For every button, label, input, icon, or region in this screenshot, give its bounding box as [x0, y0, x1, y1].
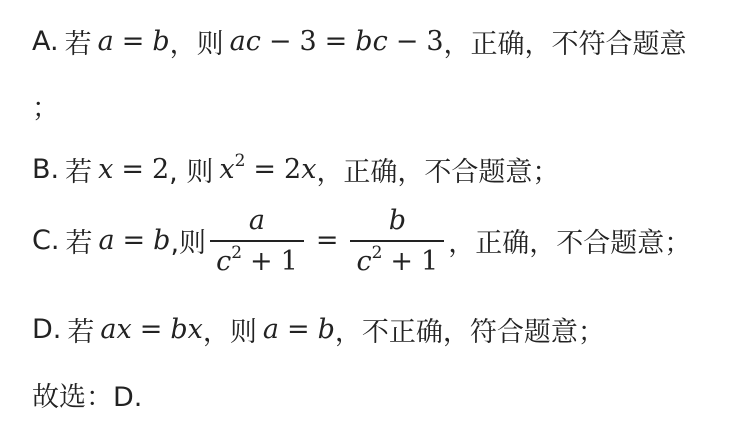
- option-b-ze: , 则: [169, 157, 214, 188]
- option-b-line: [32, 150, 559, 189]
- fraction-left: $\frac{a}{c^2 + 1}$: [210, 205, 304, 277]
- option-a-math-result: ac − 3 = bc − 3: [229, 26, 444, 57]
- option-b-verdict: ，正确，不合题意；: [316, 157, 560, 188]
- fraction-right: $\frac{b}{c^2 + 1}$: [350, 205, 444, 277]
- option-d-verdict: ，不正确，符合题意；: [334, 317, 605, 348]
- option-b-label: B.: [32, 154, 60, 185]
- conclusion-line: [32, 375, 142, 414]
- option-a-line: A. 若 a = b ， 则 ac − 3 = bc − 3 ， 正确，不符合题意: [32, 22, 687, 61]
- option-c-ze: ,则: [170, 228, 207, 260]
- option-c-math-condition: a = b: [98, 225, 171, 257]
- option-d-math-condition: ax = bx: [100, 314, 203, 345]
- option-d-ruo: 若: [67, 317, 95, 348]
- option-d-line: [32, 310, 605, 349]
- option-c-line: [32, 205, 691, 277]
- option-c-math-result: $\frac{a}{c^2 + 1}$ = $\frac{b}{c^2 + 1}$: [206, 205, 448, 277]
- option-d-math-result: a = b: [262, 314, 335, 345]
- option-a-continuation: ；: [32, 93, 59, 124]
- option-b-ruo: 若: [65, 157, 93, 188]
- option-c-verdict: ，正确，不合题意；: [448, 228, 692, 260]
- option-c-label: C.: [32, 225, 60, 257]
- conclusion-text: 故选：D.: [32, 382, 143, 413]
- option-d-ze: ，则: [202, 317, 257, 348]
- option-a-comma: ，: [169, 29, 197, 60]
- option-b-math-result: $x^2 = 2x$: [219, 151, 317, 185]
- option-a-verdict: 正确，不符合题意: [470, 29, 687, 60]
- option-a-label: A.: [32, 26, 59, 57]
- option-a-ruo: 若: [64, 29, 92, 60]
- option-d-label: D.: [32, 314, 62, 345]
- option-a-ze: 则: [196, 29, 224, 60]
- option-b-math-condition: x = 2: [98, 154, 170, 185]
- option-c-ruo: 若: [65, 228, 93, 260]
- option-a-math-condition: a = b: [97, 26, 170, 57]
